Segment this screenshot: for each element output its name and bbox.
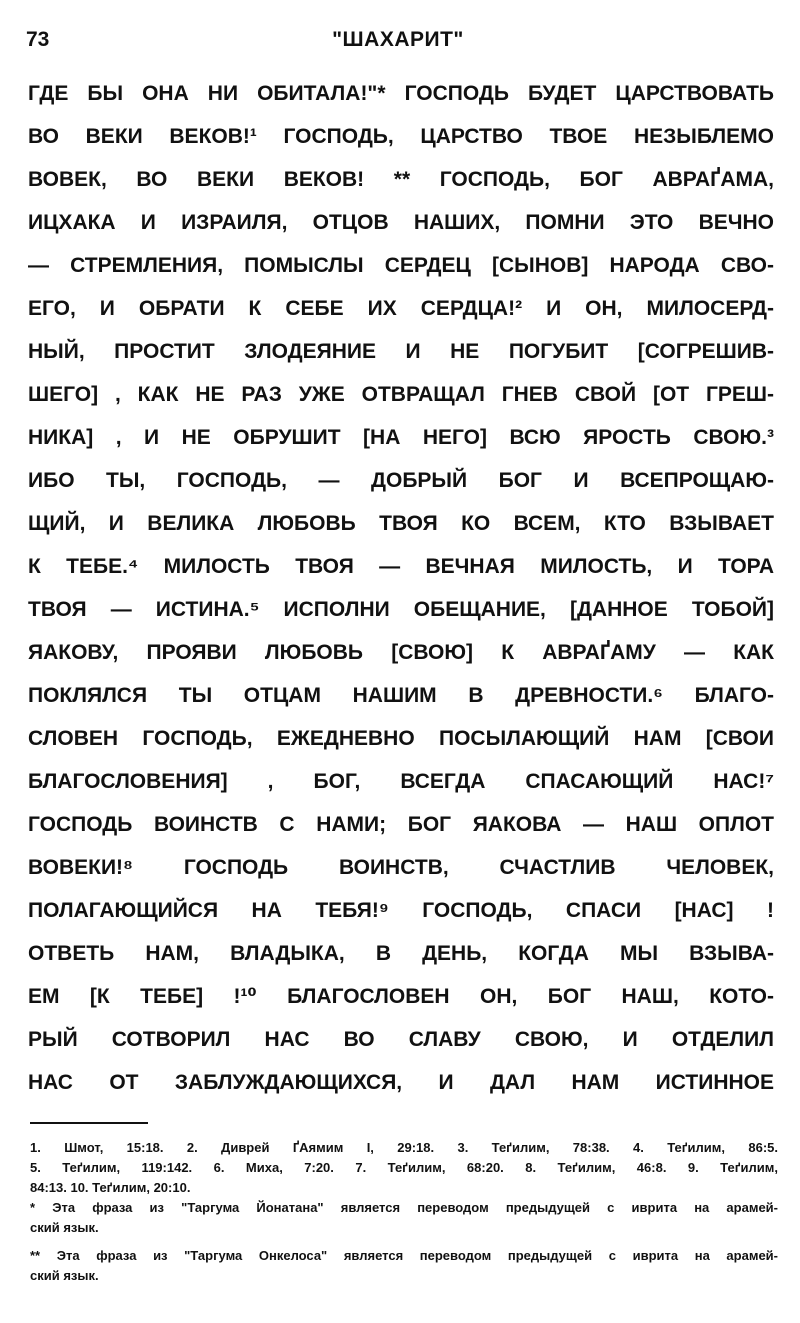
text-line: ЕГО, И ОБРАТИ К СЕБЕ ИХ СЕРДЦА!² И ОН, МИЛОСЕРД-: [28, 297, 774, 320]
running-title: "ШАХАРИТ": [332, 28, 464, 51]
footnote-targum-onkelos-cont: ский язык.: [30, 1268, 99, 1283]
footnote-targum-yonatan-cont: ский язык.: [30, 1220, 99, 1235]
footnote-references-line: 1. Шмот, 15:18. 2. Диврей ҐАямим I, 29:18. 3. Теґилим, 78:38. 4. Теґилим, 86:5.: [30, 1140, 778, 1155]
text-line: ЯАКОВУ, ПРОЯВИ ЛЮБОВЬ [СВОЮ] К АВРАҐАМУ — КАК: [28, 641, 774, 664]
text-line: ПОЛАГАЮЩИЙСЯ НА ТЕБЯ!⁹ ГОСПОДЬ, СПАСИ [НАС] !: [28, 899, 774, 922]
text-line: — СТРЕМЛЕНИЯ, ПОМЫСЛЫ СЕРДЕЦ [СЫНОВ] НАРОДА СВО-: [28, 254, 774, 277]
text-line: ЩИЙ, И ВЕЛИКА ЛЮБОВЬ ТВОЯ КО ВСЕМ, КТО ВЗЫВАЕТ: [28, 512, 774, 535]
footnote-references-line: 5. Теґилим, 119:142. 6. Миха, 7:20. 7. Теґилим, 68:20. 8. Теґилим, 46:8. 9. Теґилим,: [30, 1160, 778, 1175]
footnotes: [30, 1138, 778, 1286]
text-line: ВОВЕК, ВО ВЕКИ ВЕКОВ! ** ГОСПОДЬ, БОГ АВРАҐАМА,: [28, 168, 774, 191]
text-line: ВОВЕКИ!⁸ ГОСПОДЬ ВОИНСТВ, СЧАСТЛИВ ЧЕЛОВЕК,: [28, 856, 774, 879]
body-text: [28, 72, 774, 1104]
page-header: [26, 28, 770, 54]
text-line: ЕМ [К ТЕБЕ] !¹⁰ БЛАГОСЛОВЕН ОН, БОГ НАШ, КОТО-: [28, 985, 774, 1008]
text-line: ОТВЕТЬ НАМ, ВЛАДЫКА, В ДЕНЬ, КОГДА МЫ ВЗЫВА-: [28, 942, 774, 965]
text-line: НЫЙ, ПРОСТИТ ЗЛОДЕЯНИЕ И НЕ ПОГУБИТ [СОГРЕШИВ-: [28, 340, 774, 363]
text-line: ПОКЛЯЛСЯ ТЫ ОТЦАМ НАШИМ В ДРЕВНОСТИ.⁶ БЛАГО-: [28, 684, 774, 707]
text-line: РЫЙ СОТВОРИЛ НАС ВО СЛАВУ СВОЮ, И ОТДЕЛИЛ: [28, 1028, 774, 1051]
text-line: ГДЕ БЫ ОНА НИ ОБИТАЛА!"* ГОСПОДЬ БУДЕТ ЦАРСТВОВАТЬ: [28, 82, 774, 105]
footnote-divider: [30, 1122, 148, 1124]
text-line: ИЦХАКА И ИЗРАИЛЯ, ОТЦОВ НАШИХ, ПОМНИ ЭТО ВЕЧНО: [28, 211, 774, 234]
text-line: НИКА] , И НЕ ОБРУШИТ [НА НЕГО] ВСЮ ЯРОСТЬ СВОЮ.³: [28, 426, 774, 449]
text-line: ШЕГО] , КАК НЕ РАЗ УЖЕ ОТВРАЩАЛ ГНЕВ СВОЙ [ОТ ГРЕШ-: [28, 383, 774, 406]
footnote-references-line: 84:13. 10. Теґилим, 20:10.: [30, 1180, 191, 1195]
text-line: ТВОЯ — ИСТИНА.⁵ ИСПОЛНИ ОБЕЩАНИЕ, [ДАННОЕ ТОБОЙ]: [28, 598, 774, 621]
text-line: ГОСПОДЬ ВОИНСТВ С НАМИ; БОГ ЯАКОВА — НАШ ОПЛОТ: [28, 813, 774, 836]
page-number: 73: [26, 28, 50, 51]
text-line: ИБО ТЫ, ГОСПОДЬ, — ДОБРЫЙ БОГ И ВСЕПРОЩАЮ-: [28, 469, 774, 492]
text-line: К ТЕБЕ.⁴ МИЛОСТЬ ТВОЯ — ВЕЧНАЯ МИЛОСТЬ, И ТОРА: [28, 555, 774, 578]
text-line: СЛОВЕН ГОСПОДЬ, ЕЖЕДНЕВНО ПОСЫЛАЮЩИЙ НАМ [СВОИ: [28, 727, 774, 750]
text-line: БЛАГОСЛОВЕНИЯ] , БОГ, ВСЕГДА СПАСАЮЩИЙ НАС!⁷: [28, 770, 774, 793]
text-line: ВО ВЕКИ ВЕКОВ!¹ ГОСПОДЬ, ЦАРСТВО ТВОЕ НЕЗЫБЛЕМО: [28, 125, 774, 148]
text-line: НАС ОТ ЗАБЛУЖДАЮЩИХСЯ, И ДАЛ НАМ ИСТИННОЕ: [28, 1071, 774, 1094]
footnote-targum-onkelos: ** Эта фраза из "Таргума Онкелоса" является переводом предыдущей с иврита на арамей-: [30, 1248, 778, 1263]
footnote-targum-yonatan: * Эта фраза из "Таргума Йонатана" является переводом предыдущей с иврита на арамей-: [30, 1200, 778, 1215]
